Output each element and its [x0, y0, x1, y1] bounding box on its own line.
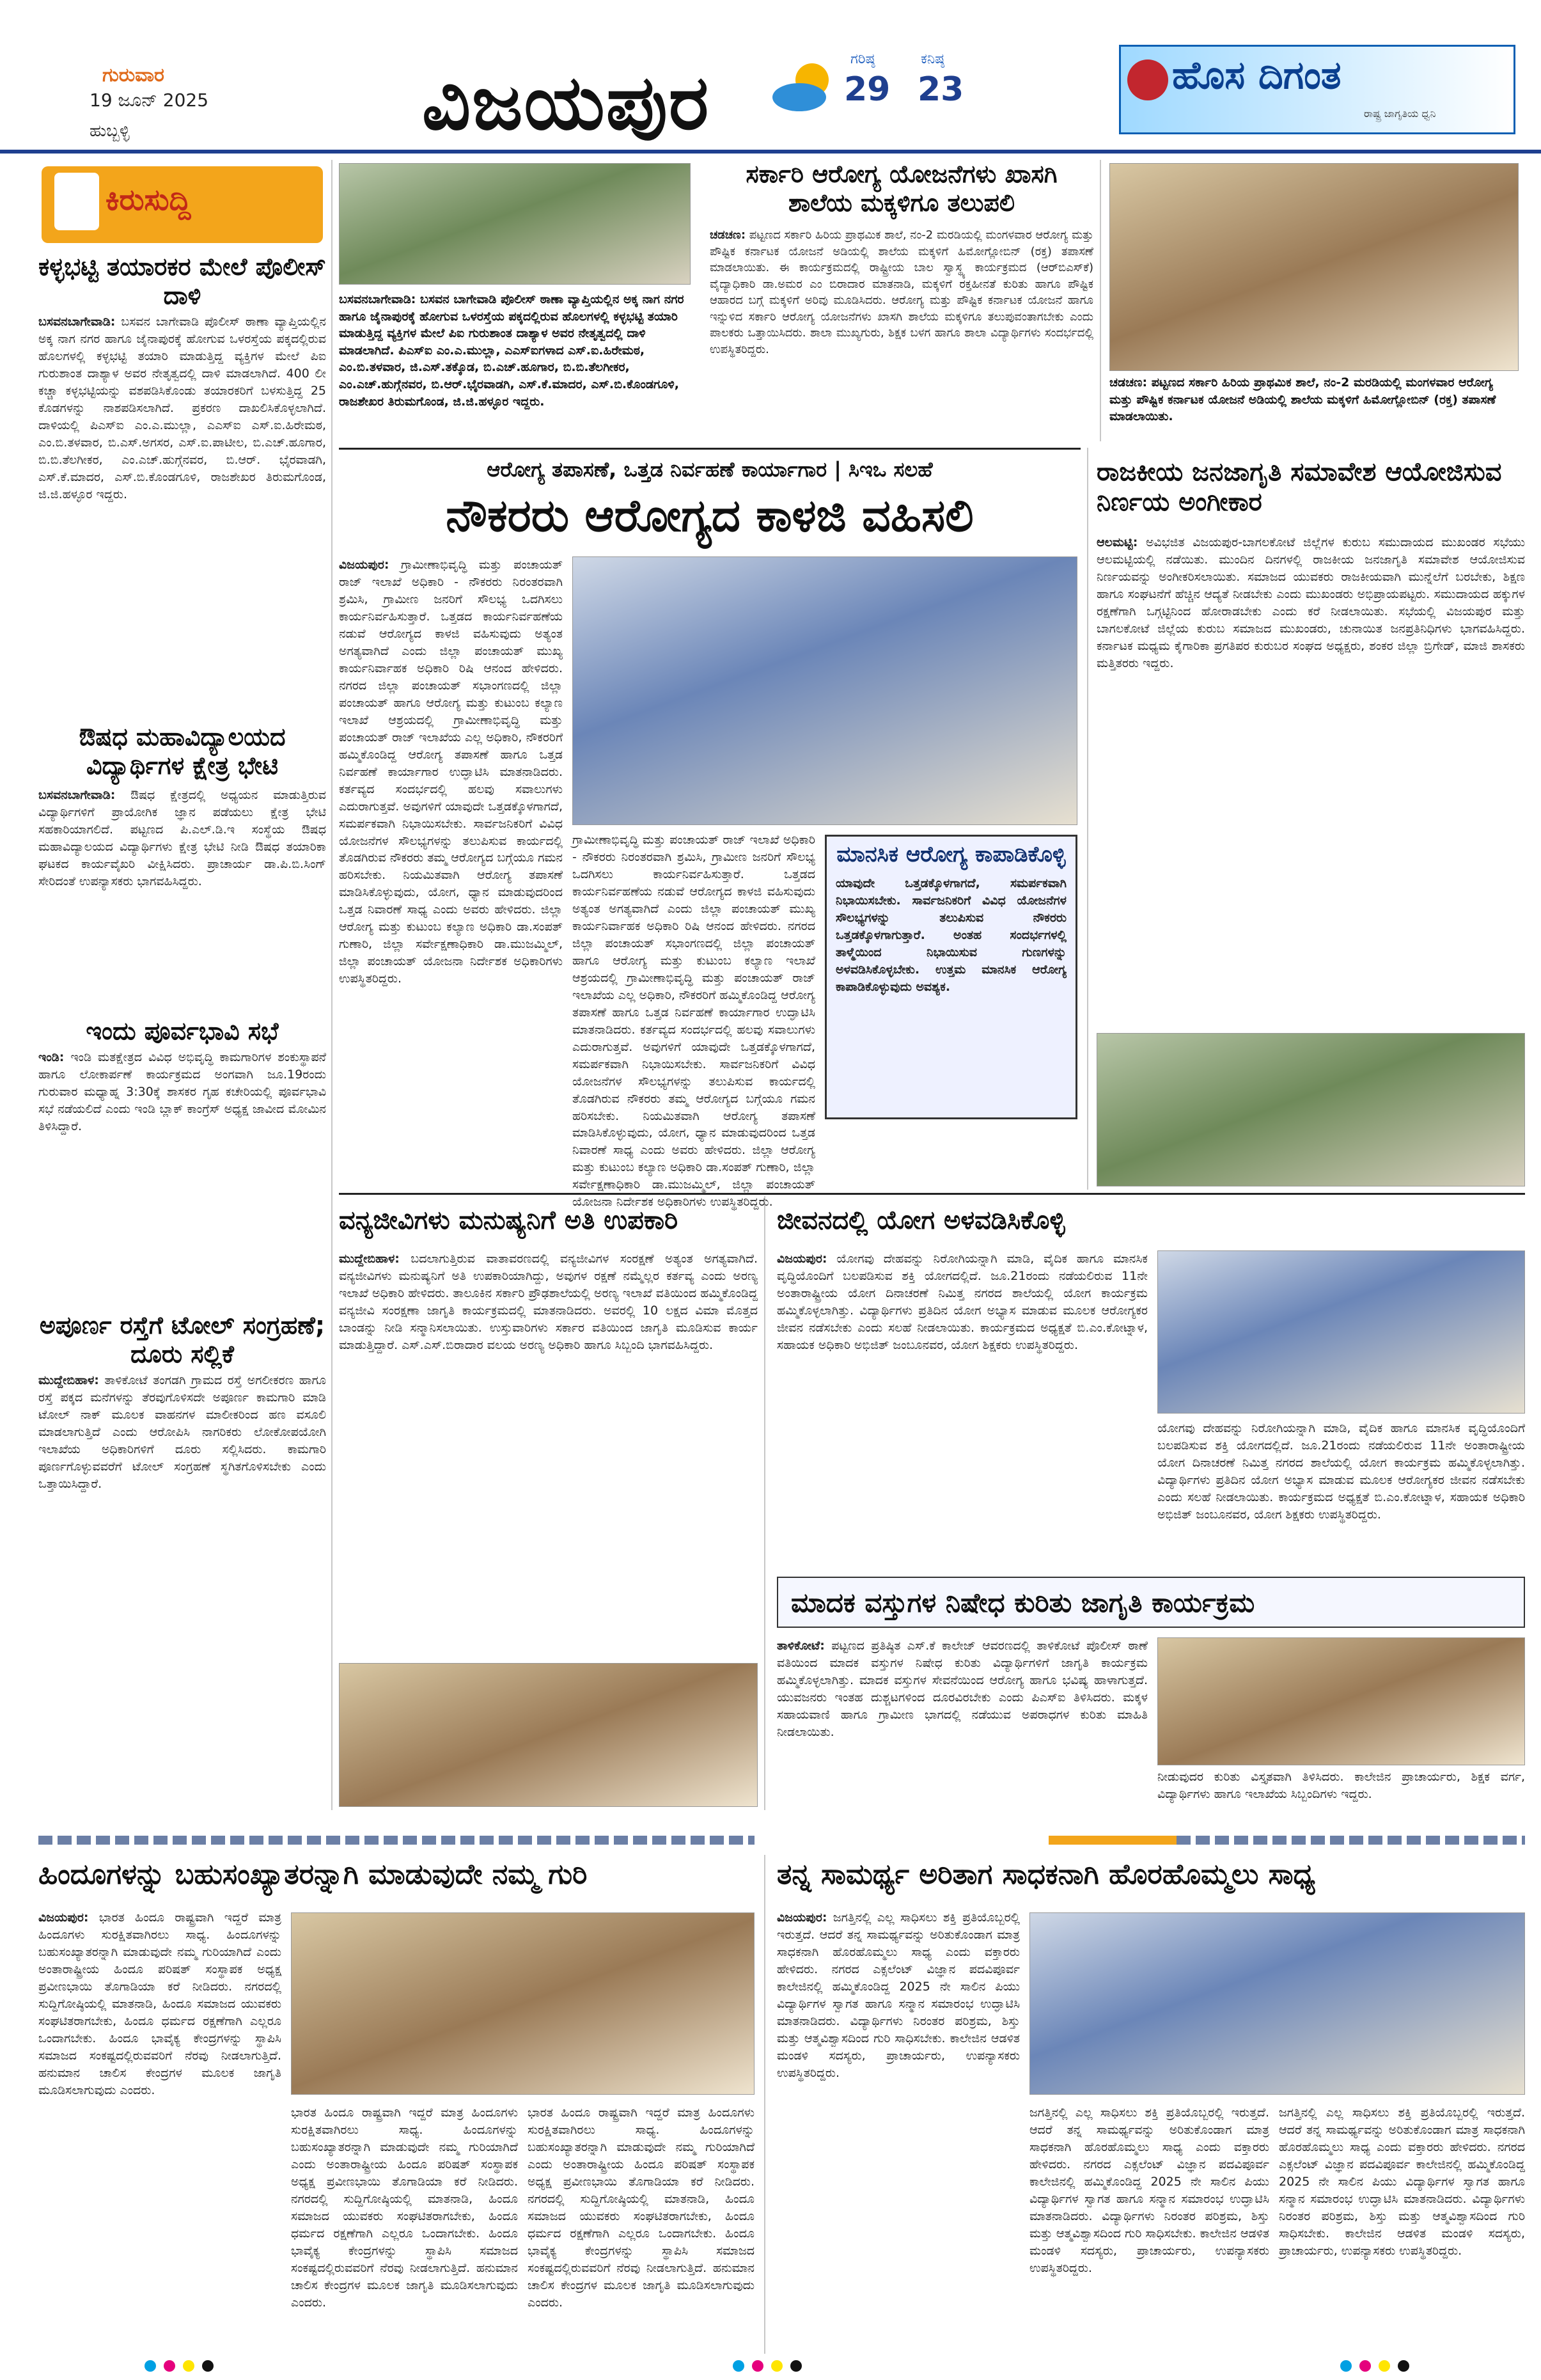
yoga-photo — [1157, 1250, 1525, 1414]
brief-headline: ಔಷಧ ಮಹಾವಿದ್ಯಾಲಯದ ವಿದ್ಯಾರ್ಥಿಗಳ ಕ್ಷೇತ್ರ ಭೇಟಿ — [79, 723, 286, 780]
dateline: ಚಡಚಣ: — [710, 228, 746, 242]
brief-body — [38, 313, 326, 716]
dateline: ತಾಳಿಕೋಟೆ: — [777, 1639, 825, 1653]
political-body — [1097, 534, 1525, 1027]
column-divider — [331, 160, 332, 1810]
school-health-caption: ಚಡಚಣ: ಪಟ್ಟಣದ ಸರ್ಕಾರಿ ಹಿರಿಯ ಪ್ರಾಥಮಿಕ ಶಾಲೆ, ನಂ-2 ಮರಡಿಯಲ್ಲಿ ಮಂಗಳವಾರ ಆರೋಗ್ಯ ಮತ್ತು ಪೌಷ್ಟಿಕ ಕರ್ನಾಟಕ ಯೋಜನೆ ಅಡಿಯಲ್ಲಿ ಶಾಲೆಯ ಮಕ್ಕಳಿಗೆ ಹಿಮೋಗ್ಲೋಬಿನ್ (ರಕ್ತ) ತಪಾಸಣೆ ಮಾಡಲಾಯಿತು. — [1109, 375, 1496, 424]
mental-health-box — [825, 835, 1077, 1119]
school-health-body — [710, 227, 1093, 441]
school-health-headline: ಸರ್ಕಾರಿ ಆರೋಗ್ಯ ಯೋಜನೆಗಳು ಖಾಸಗಿ ಶಾಲೆಯ ಮಕ್ಕಳಿಗೂ ತಲುಪಲಿ — [746, 160, 1058, 217]
dateline: ಮುದ್ದೇಬಿಹಾಳ: — [38, 1373, 99, 1387]
ability-text-continued: ಜಗತ್ತಿನಲ್ಲಿ ಎಲ್ಲ ಸಾಧಿಸಲು ಶಕ್ತಿ ಪ್ರತಿಯೊಬ್ಬರಲ್ಲಿ ಇರುತ್ತದೆ. ಆದರೆ ತನ್ನ ಸಾಮರ್ಥ್ಯವನ್ನು ಅರಿತುಕೊಂಡಾಗ ಮಾತ್ರ ಸಾಧಕನಾಗಿ ಹೊರಹೊಮ್ಮಲು ಸಾಧ್ಯ ಎಂದು ವಕ್ತಾರರು ಹೇಳಿದರು. ನಗರದ ಎಕ್ಸಲೆಂಟ್ ವಿಜ್ಞಾನ ಪದವಿಪೂರ್ವ ಕಾಲೇಜಿನಲ್ಲಿ ಹಮ್ಮಿಕೊಂಡಿದ್ದ 2025 ನೇ ಸಾಲಿನ ಪಿಯು ವಿದ್ಯಾರ್ಥಿಗಳ ಸ್ವಾಗತ ಹಾಗೂ ಸನ್ಮಾನ ಸಮಾರಂಭ ಉದ್ಘಾಟಿಸಿ ಮಾತನಾಡಿದರು. ವಿದ್ಯಾರ್ಥಿಗಳು ನಿರಂತರ ಪರಿಶ್ರಮ, ಶಿಸ್ತು ಮತ್ತು ಆತ್ಮವಿಶ್ವಾಸದಿಂದ ಗುರಿ ಸಾಧಿಸಬೇಕು. ಕಾಲೇಜಿನ ಆಡಳಿತ ಮಂಡಳಿ ಸದಸ್ಯರು, ಪ್ರಾಚಾರ್ಯರು, ಉಪನ್ಯಾಸಕರು ಉಪಸ್ಥಿತರಿದ್ದರು. — [1029, 2106, 1269, 2275]
weather-max-label: ಗರಿಷ್ಠ — [850, 51, 875, 67]
ability-headline: ತನ್ನ ಸಾಮರ್ಥ್ಯ ಅರಿತಾಗ ಸಾಧಕನಾಗಿ ಹೊರಹೊಮ್ಮಲು ಸಾಧ್ಯ — [777, 1858, 1316, 1891]
ability-body-col3 — [1279, 2104, 1525, 2351]
hindu-body-col1 — [38, 1909, 281, 2351]
health-body-col2 — [572, 831, 815, 1210]
brief-text: ತಾಳಿಕೋಟೆ ತಂಗಡಗಿ ಗ್ರಾಮದ ರಸ್ತೆ ಅಗಲೀಕರಣ ಹಾಗೂ ರಸ್ತೆ ಪಕ್ಕದ ಮನೆಗಳನ್ನು ತೆರವುಗೊಳಿಸದೇ ಅಪೂರ್ಣ ಕಾಮಗಾರಿ ಮಾಡಿ ಟೋಲ್ ನಾಕ್ ಮೂಲಕ ವಾಹನಗಳ ಮಾಲೀಕರಿಂದ ಹಣ ವಸೂಲಿ ಮಾಡಲಾಗುತ್ತಿದೆ ಎಂದು ಆರೋಪಿಸಿ ನಾಗರಿಕರು ಲೋಕೋಪಯೋಗಿ ಇಲಾಖೆಯ ಅಧಿಕಾರಿಗಳಿಗೆ ದೂರು ಸಲ್ಲಿಸಿದರು. ಕಾಮಗಾರಿ ಪೂರ್ಣಗೊಳ್ಳುವವರೆಗೆ ಟೋಲ್ ಸಂಗ್ರಹಣೆ ಸ್ಥಗಿತಗೊಳಿಸಬೇಕು ಎಂದು ಒತ್ತಾಯಿಸಿದ್ದಾರೆ. — [38, 1373, 326, 1491]
health-kicker: ಆರೋಗ್ಯ ತಪಾಸಣೆ, ಒತ್ತಡ ನಿರ್ವಹಣೆ ಕಾರ್ಯಾಗಾರ | ಸಿಇಒ ಸಲಹೆ — [487, 457, 933, 482]
political-meeting-photo — [1097, 1033, 1525, 1186]
brief-body — [38, 787, 326, 1011]
newspaper-logo — [1119, 45, 1515, 134]
ability-event-photo — [1029, 1912, 1525, 2095]
registration-marks — [729, 2360, 806, 2374]
brief-headline: ಅಪೂರ್ಣ ರಸ್ತೆಗೆ ಟೋಲ್ ಸಂಗ್ರಹಣೆ; ದೂರು ಸಲ್ಲಿಕೆ — [39, 1311, 325, 1368]
health-body-col1 — [339, 556, 563, 1183]
brief-body — [38, 1049, 326, 1298]
drugs-event-photo — [1157, 1637, 1525, 1765]
masthead-day: ಗುರುವಾರ — [102, 64, 164, 86]
logo-tagline: ರಾಷ್ಟ್ರ ಜಾಗೃತಿಯ ಧ್ವನಿ — [1364, 107, 1436, 120]
wildlife-body — [339, 1250, 758, 1653]
page-title: ವಿಜಯಪುರ — [422, 58, 710, 146]
logo-emblem-icon — [1127, 59, 1168, 100]
yoga-body — [777, 1250, 1148, 1567]
column-divider — [764, 1855, 765, 2354]
dateline: ವಿಜಯಪುರ: — [339, 558, 389, 572]
wildlife-event-photo — [339, 1663, 758, 1807]
drugs-text: ಪಟ್ಟಣದ ಪ್ರತಿಷ್ಠಿತ ಎಸ್.ಕೆ ಕಾಲೇಜ್ ಆವರಣದಲ್ಲಿ ತಾಳಿಕೋಟೆ ಪೊಲೀಸ್ ಠಾಣೆ ವತಿಯಿಂದ ಮಾದಕ ವಸ್ತುಗಳ ನಿಷೇಧ ಕುರಿತು ವಿದ್ಯಾರ್ಥಿಗಳಿಗೆ ಜಾಗೃತಿ ಕಾರ್ಯಕ್ರಮ ಹಮ್ಮಿಕೊಳ್ಳಲಾಗಿತ್ತು. ಮಾದಕ ವಸ್ತುಗಳ ಸೇವನೆಯಿಂದ ಆರೋಗ್ಯ ಹಾಗೂ ಭವಿಷ್ಯ ಹಾಳಾಗುತ್ತದೆ. ಯುವಜನರು ಇಂತಹ ದುಶ್ಚಟಗಳಿಂದ ದೂರವಿರಬೇಕು ಎಂದು ಪಿಎಸ್‌ಐ ತಿಳಿಸಿದರು. ಮಕ್ಕಳ ಸಹಾಯವಾಣಿ ಹಾಗೂ ಗ್ರಾಮೀಣ ಭಾಗದಲ್ಲಿ ನಡೆಯುವ ಅಪರಾಧಗಳ ಕುರಿತು ಮಾಹಿತಿ ನೀಡಲಾಯಿತು. — [777, 1639, 1148, 1739]
kirusuddi-label: ಕಿರುಸುದ್ದಿ — [106, 182, 191, 217]
hindu-text: ಭಾರತ ಹಿಂದೂ ರಾಷ್ಟ್ರವಾಗಿ ಇದ್ದರೆ ಮಾತ್ರ ಹಿಂದೂಗಳು ಸುರಕ್ಷಿತವಾಗಿರಲು ಸಾಧ್ಯ. ಹಿಂದೂಗಳನ್ನು ಬಹುಸಂಖ್ಯಾತರನ್ನಾಗಿ ಮಾಡುವುದೇ ನಮ್ಮ ಗುರಿಯಾಗಿದೆ ಎಂದು ಅಂತಾರಾಷ್ಟ್ರೀಯ ಹಿಂದೂ ಪರಿಷತ್ ಸಂಸ್ಥಾಪಕ ಅಧ್ಯಕ್ಷ ಪ್ರವೀಣಭಾಯಿ ತೊಗಾಡಿಯಾ ಕರೆ ನೀಡಿದರು. ನಗರದಲ್ಲಿ ಸುದ್ದಿಗೋಷ್ಠಿಯಲ್ಲಿ ಮಾತನಾಡಿ, ಹಿಂದೂ ಸಮಾಜದ ಯುವಕರು ಸಂಘಟಿತರಾಗಬೇಕು, ಹಿಂದೂ ಧರ್ಮದ ರಕ್ಷಣೆಗಾಗಿ ಎಲ್ಲರೂ ಒಂದಾಗಬೇಕು. ಹಿಂದೂ ಭಾವೈಕ್ಯ ಕೇಂದ್ರಗಳನ್ನು ಸ್ಥಾಪಿಸಿ ಸಮಾಜದ ಸಂಕಷ್ಟದಲ್ಲಿರುವವರಿಗೆ ನೆರವು ನೀಡಲಾಗುತ್ತಿದೆ. ಹನುಮಾನ ಚಾಲಿಸ ಕೇಂದ್ರಗಳ ಮೂಲಕ ಜಾಗೃತಿ ಮೂಡಿಸಲಾಗುವುದು ಎಂದರು. — [38, 1911, 281, 2097]
mental-health-box-title: ಮಾನಸಿಕ ಆರೋಗ್ಯ ಕಾಪಾಡಿಕೊಳ್ಳಿ — [836, 842, 1066, 867]
masthead-place: ಹುಬ್ಬಳ್ಳಿ — [90, 122, 130, 141]
dateline: ಬಸವನಬಾಗೇವಾಡಿ: — [38, 788, 116, 802]
hand-icon — [54, 173, 99, 230]
brief-text: ಇಂಡಿ ಮತಕ್ಷೇತ್ರದ ವಿವಿಧ ಅಭಿವೃದ್ಧಿ ಕಾಮಗಾರಿಗಳ ಶಂಕುಸ್ಥಾಪನೆ ಹಾಗೂ ಲೋಕಾರ್ಪಣೆ ಕಾರ್ಯಕ್ರಮದ ಅಂಗವಾಗಿ ಜೂ.19ರಂದು ಗುರುವಾರ ಮಧ್ಯಾಹ್ನ 3:30ಕ್ಕೆ ಶಾಸಕರ ಗೃಹ ಕಚೇರಿಯಲ್ಲಿ ಪೂರ್ವಭಾವಿ ಸಭೆ ನಡೆಯಲಿದೆ ಎಂದು ಇಂಡಿ ಬ್ಲಾಕ್ ಕಾಂಗ್ರೆಸ್ ಅಧ್ಯಕ್ಷ ಜಾವೀದ ಮೋಮಿನ ತಿಳಿಸಿದ್ದಾರೆ. — [38, 1050, 326, 1133]
hindu-press-photo — [291, 1912, 755, 2095]
column-divider — [1100, 160, 1101, 441]
dateline: ವಿಜಯಪುರ: — [38, 1911, 89, 1925]
weather-min-label: ಕನಿಷ್ಠ — [921, 51, 945, 67]
section-separator — [1177, 1836, 1525, 1845]
hindu-body-col2 — [291, 2104, 518, 2351]
yoga-headline: ಜೀವನದಲ್ಲಿ ಯೋಗ ಅಳವಡಿಸಿಕೊಳ್ಳಿ — [777, 1206, 1065, 1235]
logo-text: ಹೊಸ ದಿಗಂತ — [1172, 53, 1342, 98]
cloud-sun-icon — [767, 58, 838, 115]
health-text: ಗ್ರಾಮೀಣಾಭಿವೃದ್ಧಿ ಮತ್ತು ಪಂಚಾಯತ್ ರಾಜ್ ಇಲಾಖೆ ಅಧಿಕಾರಿ - ನೌಕರರು ನಿರಂತರವಾಗಿ ಶ್ರಮಿಸಿ, ಗ್ರಾಮೀಣ ಜನರಿಗೆ ಸೌಲಭ್ಯ ಒದಗಿಸಲು ಕಾರ್ಯನಿರ್ವಹಿಸುತ್ತಾರೆ. ಒತ್ತಡದ ಕಾರ್ಯನಿರ್ವಹಣೆಯ ನಡುವೆ ಆರೋಗ್ಯದ ಕಾಳಜಿ ವಹಿಸುವುದು ಅತ್ಯಂತ ಅಗತ್ಯವಾಗಿದೆ ಎಂದು ಜಿಲ್ಲಾ ಪಂಚಾಯತ್ ಮುಖ್ಯ ಕಾರ್ಯನಿರ್ವಾಹಕ ಅಧಿಕಾರಿ ರಿಷಿ ಆನಂದ ಹೇಳಿದರು. ನಗರದ ಜಿಲ್ಲಾ ಪಂಚಾಯತ್ ಸಭಾಂಗಣದಲ್ಲಿ ಜಿಲ್ಲಾ ಪಂಚಾಯತ್ ಹಾಗೂ ಆರೋಗ್ಯ ಮತ್ತು ಕುಟುಂಬ ಕಲ್ಯಾಣ ಇಲಾಖೆ ಆಶ್ರಯದಲ್ಲಿ ಗ್ರಾಮೀಣಾಭಿವೃದ್ಧಿ ಮತ್ತು ಪಂಚಾಯತ್ ರಾಜ್ ಇಲಾಖೆಯ ಎಲ್ಲ ಅಧಿಕಾರಿ, ನೌಕರರಿಗೆ ಹಮ್ಮಿಕೊಂಡಿದ್ದ ಆರೋಗ್ಯ ತಪಾಸಣೆ ಹಾಗೂ ಒತ್ತಡ ನಿರ್ವಹಣೆ ಕಾರ್ಯಾಗಾರ ಉದ್ಘಾಟಿಸಿ ಮಾತನಾಡಿದರು. ಕರ್ತವ್ಯದ ಸಂದರ್ಭದಲ್ಲಿ ಹಲವು ಸವಾಲುಗಳು ಎದುರಾಗುತ್ತವೆ. ಅವುಗಳಿಗೆ ಯಾವುದೇ ಒತ್ತಡಕ್ಕೊಳಗಾಗದೆ, ಸಮರ್ಪಕವಾಗಿ ನಿಭಾಯಿಸಬೇಕು. ಸಾರ್ವಜನಿಕರಿಗೆ ವಿವಿಧ ಯೋಜನೆಗಳ ಸೌಲಭ್ಯಗಳನ್ನು ತಲುಪಿಸುವ ಕಾರ್ಯದಲ್ಲಿ ತೊಡಗಿರುವ ನೌಕರರು ತಮ್ಮ ಆರೋಗ್ಯದ ಬಗ್ಗೆಯೂ ಗಮನ ಹರಿಸಬೇಕು. ನಿಯಮಿತವಾಗಿ ಆರೋಗ್ಯ ತಪಾಸಣೆ ಮಾಡಿಸಿಕೊಳ್ಳುವುದು, ಯೋಗ, ಧ್ಯಾನ ಮಾಡುವುದರಿಂದ ಒತ್ತಡ ನಿವಾರಣೆ ಸಾಧ್ಯ ಎಂದು ಅವರು ಹೇಳಿದರು. ಜಿಲ್ಲಾ ಆರೋಗ್ಯ ಮತ್ತು ಕುಟುಂಬ ಕಲ್ಯಾಣ ಅಧಿಕಾರಿ ಡಾ.ಸಂಪತ್ ಗುಣಾರಿ, ಜಿಲ್ಲಾ ಸರ್ವೇಕ್ಷಣಾಧಿಕಾರಿ ಡಾ.ಮುಜಮ್ಮಿಲ್, ಜಿಲ್ಲಾ ಪಂಚಾಯತ್ ಯೋಜನಾ ನಿರ್ದೇಶಕ ಅಧಿಕಾರಿಗಳು ಉಪಸ್ಥಿತರಿದ್ದರು. — [339, 558, 563, 986]
masthead-date: 19 ಜೂನ್ 2025 — [90, 90, 209, 111]
ability-text-continued: ಜಗತ್ತಿನಲ್ಲಿ ಎಲ್ಲ ಸಾಧಿಸಲು ಶಕ್ತಿ ಪ್ರತಿಯೊಬ್ಬರಲ್ಲಿ ಇರುತ್ತದೆ. ಆದರೆ ತನ್ನ ಸಾಮರ್ಥ್ಯವನ್ನು ಅರಿತುಕೊಂಡಾಗ ಮಾತ್ರ ಸಾಧಕನಾಗಿ ಹೊರಹೊಮ್ಮಲು ಸಾಧ್ಯ ಎಂದು ವಕ್ತಾರರು ಹೇಳಿದರು. ನಗರದ ಎಕ್ಸಲೆಂಟ್ ವಿಜ್ಞಾನ ಪದವಿಪೂರ್ವ ಕಾಲೇಜಿನಲ್ಲಿ ಹಮ್ಮಿಕೊಂಡಿದ್ದ 2025 ನೇ ಸಾಲಿನ ಪಿಯು ವಿದ್ಯಾರ್ಥಿಗಳ ಸ್ವಾಗತ ಹಾಗೂ ಸನ್ಮಾನ ಸಮಾರಂಭ ಉದ್ಘಾಟಿಸಿ ಮಾತನಾಡಿದರು. ವಿದ್ಯಾರ್ಥಿಗಳು ನಿರಂತರ ಪರಿಶ್ರಮ, ಶಿಸ್ತು ಮತ್ತು ಆತ್ಮವಿಶ್ವಾಸದಿಂದ ಗುರಿ ಸಾಧಿಸಬೇಕು. ಕಾಲೇಜಿನ ಆಡಳಿತ ಮಂಡಳಿ ಸದಸ್ಯರು, ಪ್ರಾಚಾರ್ಯರು, ಉಪನ್ಯಾಸಕರು ಉಪಸ್ಥಿತರಿದ್ದರು. — [1279, 2106, 1525, 2258]
registration-marks — [1336, 2360, 1413, 2374]
dateline: ವಿಜಯಪುರ: — [777, 1911, 827, 1925]
brief-text: ಬಸವನ ಬಾಗೇವಾಡಿ ಪೊಲೀಸ್ ಠಾಣಾ ವ್ಯಾಪ್ತಿಯಲ್ಲಿನ ಅಕ್ಕ ನಾಗ ನಗರ ಹಾಗೂ ಜೈನಾಪುರಕ್ಕೆ ಹೋಗುವ ಒಳರಸ್ತೆಯ ಪಕ್ಕದಲ್ಲಿರುವ ಹೊಲಗಳಲ್ಲಿ ಕಳ್ಳಭಟ್ಟಿ ತಯಾರಿ ಮಾಡುತ್ತಿದ್ದ ವ್ಯಕ್ತಿಗಳ ಮೇಲೆ ಪಿಐ ಗುರುಶಾಂತ ದಾಶ್ಯಾಳ ಅವರ ನೇತೃತ್ವದಲ್ಲಿ ದಾಳಿ ಮಾಡಲಾಗಿದೆ. 400 ಲೀ ಕಚ್ಚಾ ಕಳ್ಳಭಟ್ಟಿಯನ್ನು ವಶಪಡಿಸಿಕೊಂಡು ತಯಾರಕರಿಗೆ ಬಳಸುತ್ತಿದ್ದ 25 ಕೊಡಗಳನ್ನು ನಾಶಪಡಿಸಲಾಗಿದೆ. ಪ್ರಕರಣ ದಾಖಲಿಸಿಕೊಳ್ಳಲಾಗಿದೆ. ದಾಳಿಯಲ್ಲಿ ಪಿಎಸ್‌ಐ ಎಂ.ಎ.ಮುಲ್ಲಾ, ಎಎಸ್‌ಐ ಎಸ್.ಐ.ಹಿರೇಮಠ, ಎಂ.ಬಿ.ತಳವಾರ, ಬಿ.ಎಸ್.ಅಗಸರ, ಎಸ್.ಐ.ಪಾಟೀಲ, ಬಿ.ಎಚ್.ಹೂಗಾರ, ಬಿ.ಬಿ.ತೆಲಗೀಕರ, ಎಂ.ಎಚ್.ಹುಗ್ಗೆನವರ, ಬಿ.ಆರ್. ಭೈರವಾಡಗಿ, ಎಸ್.ಕೆ.ಮಾದರ, ಎಸ್.ಬಿ.ಕೊಂಡಗೂಳಿ, ರಾಜಶೇಖರ ತಿರುಮಗೊಂಡ, ಜಿ.ಜಿ.ಹಳ್ಳೂರ ಇದ್ದರು. — [38, 315, 326, 501]
dateline: ವಿಜಯಪುರ: — [777, 1252, 827, 1266]
column-divider — [764, 1196, 765, 1810]
health-headline: ನೌಕರರು ಆರೋಗ್ಯದ ಕಾಳಜಿ ವಹಿಸಲಿ — [446, 489, 974, 542]
drugs-headline: ಮಾದಕ ವಸ್ತುಗಳ ನಿಷೇಧ ಕುರಿತು ಜಾಗೃತಿ ಕಾರ್ಯಕ್ರಮ — [791, 1587, 1255, 1618]
dateline: ಆಲಮಟ್ಟಿ: — [1097, 535, 1138, 549]
yoga-text: ಯೋಗವು ದೇಹವನ್ನು ನಿರೋಗಿಯನ್ನಾಗಿ ಮಾಡಿ, ವೈದಿಕ ಹಾಗೂ ಮಾನಸಿಕ ವೃದ್ಧಿಯೊಂದಿಗೆ ಬಲಪಡಿಸುವ ಶಕ್ತಿ ಯೋಗದಲ್ಲಿದೆ. ಜೂ.21ರಂದು ನಡೆಯಲಿರುವ 11ನೇ ಅಂತಾರಾಷ್ಟ್ರೀಯ ಯೋಗ ದಿನಾಚರಣೆ ನಿಮಿತ್ತ ನಗರದ ಶಾಲೆಯಲ್ಲಿ ಯೋಗ ಕಾರ್ಯಕ್ರಮ ಹಮ್ಮಿಕೊಳ್ಳಲಾಗಿತ್ತು. ವಿದ್ಯಾರ್ಥಿಗಳು ಪ್ರತಿದಿನ ಯೋಗ ಅಭ್ಯಾಸ ಮಾಡುವ ಮೂಲಕ ಆರೋಗ್ಯಕರ ಜೀವನ ನಡೆಸಬೇಕು ಎಂದು ಸಲಹೆ ನೀಡಲಾಯಿತು. ಕಾರ್ಯಕ್ರಮದ ಅಧ್ಯಕ್ಷತೆ ಬಿ.ಎಂ.ಕೋಟ್ನಾಳ, ಸಹಾಯಕ ಅಧಿಕಾರಿ ಅಭಿಜಿತ್ ಜಂಬೂನವರ, ಯೋಗ ಶಿಕ್ಷಕರು ಉಪಸ್ಥಿತರಿದ್ದರು. — [777, 1252, 1148, 1352]
yoga-text-continued: ಯೋಗವು ದೇಹವನ್ನು ನಿರೋಗಿಯನ್ನಾಗಿ ಮಾಡಿ, ವೈದಿಕ ಹಾಗೂ ಮಾನಸಿಕ ವೃದ್ಧಿಯೊಂದಿಗೆ ಬಲಪಡಿಸುವ ಶಕ್ತಿ ಯೋಗದಲ್ಲಿದೆ. ಜೂ.21ರಂದು ನಡೆಯಲಿರುವ 11ನೇ ಅಂತಾರಾಷ್ಟ್ರೀಯ ಯೋಗ ದಿನಾಚರಣೆ ನಿಮಿತ್ತ ನಗರದ ಶಾಲೆಯಲ್ಲಿ ಯೋಗ ಕಾರ್ಯಕ್ರಮ ಹಮ್ಮಿಕೊಳ್ಳಲಾಗಿತ್ತು. ವಿದ್ಯಾರ್ಥಿಗಳು ಪ್ರತಿದಿನ ಯೋಗ ಅಭ್ಯಾಸ ಮಾಡುವ ಮೂಲಕ ಆರೋಗ್ಯಕರ ಜೀವನ ನಡೆಸಬೇಕು ಎಂದು ಸಲಹೆ ನೀಡಲಾಯಿತು. ಕಾರ್ಯಕ್ರಮದ ಅಧ್ಯಕ್ಷತೆ ಬಿ.ಎಂ.ಕೋಟ್ನಾಳ, ಸಹಾಯಕ ಅಧಿಕಾರಿ ಅಭಿಜಿತ್ ಜಂಬೂನವರ, ಯೋಗ ಶಿಕ್ಷಕರು ಉಪಸ್ಥಿತರಿದ್ದರು. — [1157, 1421, 1525, 1522]
drugs-photo-caption: ನೀಡುವುದರ ಕುರಿತು ವಿಸ್ತೃತವಾಗಿ ತಿಳಿಸಿದರು. ಕಾಲೇಜಿನ ಪ್ರಾಚಾರ್ಯರು, ಶಿಕ್ಷಕ ವರ್ಗ, ವಿದ್ಯಾರ್ಥಿಗಳು ಹಾಗೂ ಇಲಾಖೆಯ ಸಿಬ್ಬಂದಿಗಳು ಇದ್ದರು. — [1157, 1770, 1525, 1801]
brief-body — [38, 1372, 326, 1807]
political-text: ಅವಿಭಜಿತ ವಿಜಯಪುರ-ಬಾಗಲಕೋಟೆ ಜಿಲ್ಲೆಗಳ ಕುರುಬ ಸಮುದಾಯದ ಮುಖಂಡರ ಸಭೆಯು ಆಲಮಟ್ಟಿಯಲ್ಲಿ ನಡೆಯಿತು. ಮುಂದಿನ ದಿನಗಳಲ್ಲಿ ರಾಜಕೀಯ ಜನಜಾಗೃತಿ ಸಮಾವೇಶ ಆಯೋಜಿಸುವ ನಿರ್ಣಯವನ್ನು ಅಂಗೀಕರಿಸಲಾಯಿತು. ಸಮಾಜದ ಯುವಕರು ರಾಜಕೀಯವಾಗಿ ಮುನ್ನೆಲೆಗೆ ಬರಬೇಕು, ಶಿಕ್ಷಣ ಹಾಗೂ ಸಂಘಟನೆಗೆ ಹೆಚ್ಚಿನ ಆದ್ಯತೆ ನೀಡಬೇಕು ಎಂದು ಮುಖಂಡರು ಅಭಿಪ್ರಾಯಪಟ್ಟರು. ಸಮುದಾಯದ ಹಕ್ಕುಗಳ ರಕ್ಷಣೆಗಾಗಿ ಒಗ್ಗಟ್ಟಿನಿಂದ ಹೋರಾಡಬೇಕು ಎಂದು ಕರೆ ನೀಡಲಾಯಿತು. ಸಭೆಯಲ್ಲಿ ವಿಜಯಪುರ ಮತ್ತು ಬಾಗಲಕೋಟೆ ಜಿಲ್ಲೆಯ ಕುರುಬ ಸಮಾಜದ ಮುಖಂಡರು, ಚುನಾಯಿತ ಜನಪ್ರತಿನಿಧಿಗಳು ಭಾಗವಹಿಸಿದ್ದರು. ಕರ್ನಾಟಕ ಮಧ್ಯಮ ಕೈಗಾರಿಕಾ ಪ್ರಗತಿಪರ ಕುರುಬರ ಸಂಘದ ಅಧ್ಯಕ್ಷರು, ಶಂಕರ ಜಿಲ್ಲಾ ಬ್ರಿಗೇಡ್, ಮಾಜಿ ಶಾಸಕರು ಮತ್ತಿತರರು ಇದ್ದರು. — [1097, 535, 1525, 670]
brief-headline: ಇಂದು ಪೂರ್ವಭಾವಿ ಸಭೆ — [86, 1017, 279, 1045]
section-separator — [38, 1836, 755, 1845]
section-separator — [1049, 1836, 1177, 1845]
weather-min: 23 — [918, 70, 964, 109]
hindu-text-continued: ಭಾರತ ಹಿಂದೂ ರಾಷ್ಟ್ರವಾಗಿ ಇದ್ದರೆ ಮಾತ್ರ ಹಿಂದೂಗಳು ಸುರಕ್ಷಿತವಾಗಿರಲು ಸಾಧ್ಯ. ಹಿಂದೂಗಳನ್ನು ಬಹುಸಂಖ್ಯಾತರನ್ನಾಗಿ ಮಾಡುವುದೇ ನಮ್ಮ ಗುರಿಯಾಗಿದೆ ಎಂದು ಅಂತಾರಾಷ್ಟ್ರೀಯ ಹಿಂದೂ ಪರಿಷತ್ ಸಂಸ್ಥಾಪಕ ಅಧ್ಯಕ್ಷ ಪ್ರವೀಣಭಾಯಿ ತೊಗಾಡಿಯಾ ಕರೆ ನೀಡಿದರು. ನಗರದಲ್ಲಿ ಸುದ್ದಿಗೋಷ್ಠಿಯಲ್ಲಿ ಮಾತನಾಡಿ, ಹಿಂದೂ ಸಮಾಜದ ಯುವಕರು ಸಂಘಟಿತರಾಗಬೇಕು, ಹಿಂದೂ ಧರ್ಮದ ರಕ್ಷಣೆಗಾಗಿ ಎಲ್ಲರೂ ಒಂದಾಗಬೇಕು. ಹಿಂದೂ ಭಾವೈಕ್ಯ ಕೇಂದ್ರಗಳನ್ನು ಸ್ಥಾಪಿಸಿ ಸಮಾಜದ ಸಂಕಷ್ಟದಲ್ಲಿರುವವರಿಗೆ ನೆರವು ನೀಡಲಾಗುತ್ತಿದೆ. ಹನುಮಾನ ಚಾಲಿಸ ಕೇಂದ್ರಗಳ ಮೂಲಕ ಜಾಗೃತಿ ಮೂಡಿಸಲಾಗುವುದು ಎಂದರು. — [528, 2106, 755, 2310]
drugs-body — [777, 1637, 1148, 1807]
ability-body-col1 — [777, 1909, 1020, 2351]
mental-health-box-text: ಯಾವುದೇ ಒತ್ತಡಕ್ಕೊಳಗಾಗದೆ, ಸಮರ್ಪಕವಾಗಿ ನಿಭಾಯಿಸಬೇಕು. ಸಾರ್ವಜನಿಕರಿಗೆ ವಿವಿಧ ಯೋಜನೆಗಳ ಸೌಲಭ್ಯಗಳನ್ನು ತಲುಪಿಸುವ ನೌಕರರು ಒತ್ತಡಕ್ಕೊಳಗಾಗುತ್ತಾರೆ. ಅಂತಹ ಸಂದರ್ಭಗಳಲ್ಲಿ ತಾಳ್ಮೆಯಿಂದ ನಿಭಾಯಿಸುವ ಗುಣಗಳನ್ನು ಅಳವಡಿಸಿಕೊಳ್ಳಬೇಕು. ಉತ್ತಮ ಮಾನಸಿಕ ಆರೋಗ್ಯ ಕಾಪಾಡಿಕೊಳ್ಳುವುದು ಅವಶ್ಯಕ. — [836, 876, 1067, 994]
weather-max: 29 — [844, 70, 891, 109]
dateline: ಇಂಡಿ: — [38, 1050, 65, 1064]
weather-widget — [767, 51, 985, 128]
yoga-body-continued — [1157, 1420, 1525, 1567]
ability-body-col2 — [1029, 2104, 1269, 2351]
dateline: ಬಸವನಬಾಗೇವಾಡಿ: — [38, 315, 116, 329]
registration-marks — [141, 2360, 217, 2374]
drugs-headline-box — [777, 1577, 1525, 1628]
school-health-text: ಪಟ್ಟಣದ ಸರ್ಕಾರಿ ಹಿರಿಯ ಪ್ರಾಥಮಿಕ ಶಾಲೆ, ನಂ-2 ಮರಡಿಯಲ್ಲಿ ಮಂಗಳವಾರ ಆರೋಗ್ಯ ಮತ್ತು ಪೌಷ್ಟಿಕ ಕರ್ನಾಟಕ ಯೋಜನೆ ಅಡಿಯಲ್ಲಿ ಶಾಲೆಯ ಮಕ್ಕಳಿಗೆ ಹಿಮೋಗ್ಲೋಬಿನ್ (ರಕ್ತ) ತಪಾಸಣೆ ಮಾಡಲಾಯಿತು. ಈ ಕಾರ್ಯಕ್ರಮದಲ್ಲಿ ರಾಷ್ಟ್ರೀಯ ಬಾಲ ಸ್ವಾಸ್ಥ್ಯ ಕಾರ್ಯಕ್ರಮದ (ಆರ್‌ಬಿಎಸ್‌ಕೆ) ವೈದ್ಯಾಧಿಕಾರಿ ಡಾ.ಅಮರ ಎಂ ಬಿರಾದಾರ ಮಾತನಾಡಿ, ಮಕ್ಕಳಿಗೆ ರಕ್ತಹೀನತೆ ಕುರಿತು ಹಾಗೂ ಪೌಷ್ಟಿಕ ಆಹಾರದ ಬಗ್ಗೆ ಮಕ್ಕಳಿಗೆ ಅರಿವು ಮೂಡಿಸಿದರು. ಆರೋಗ್ಯ ಮತ್ತು ಪೌಷ್ಟಿಕ ಕರ್ನಾಟಕ ಯೋಜನೆ ಹಾಗೂ ಇನ್ನುಳಿದ ಸರ್ಕಾರಿ ಆರೋಗ್ಯ ಯೋಜನೆಗಳು ಖಾಸಗಿ ಶಾಲೆಯ ಮಕ್ಕಳಿಗೂ ತಲುಪುವಂತಾಗಬೇಕು ಎಂದು ಪಾಲಕರು ಒತ್ತಾಯಿಸಿದರು. ಶಾಲಾ ಮುಖ್ಯಗುರು, ಶಿಕ್ಷಕ ಬಳಗ ಹಾಗೂ ಶಾಲಾ ವಿದ್ಯಾರ್ಥಿಗಳು ಸಂದರ್ಭದಲ್ಲಿ ಉಪಸ್ಥಿತರಿದ್ದರು. — [710, 228, 1093, 356]
column-divider — [1087, 448, 1088, 1190]
hindu-text-continued: ಭಾರತ ಹಿಂದೂ ರಾಷ್ಟ್ರವಾಗಿ ಇದ್ದರೆ ಮಾತ್ರ ಹಿಂದೂಗಳು ಸುರಕ್ಷಿತವಾಗಿರಲು ಸಾಧ್ಯ. ಹಿಂದೂಗಳನ್ನು ಬಹುಸಂಖ್ಯಾತರನ್ನಾಗಿ ಮಾಡುವುದೇ ನಮ್ಮ ಗುರಿಯಾಗಿದೆ ಎಂದು ಅಂತಾರಾಷ್ಟ್ರೀಯ ಹಿಂದೂ ಪರಿಷತ್ ಸಂಸ್ಥಾಪಕ ಅಧ್ಯಕ್ಷ ಪ್ರವೀಣಭಾಯಿ ತೊಗಾಡಿಯಾ ಕರೆ ನೀಡಿದರು. ನಗರದಲ್ಲಿ ಸುದ್ದಿಗೋಷ್ಠಿಯಲ್ಲಿ ಮಾತನಾಡಿ, ಹಿಂದೂ ಸಮಾಜದ ಯುವಕರು ಸಂಘಟಿತರಾಗಬೇಕು, ಹಿಂದೂ ಧರ್ಮದ ರಕ್ಷಣೆಗಾಗಿ ಎಲ್ಲರೂ ಒಂದಾಗಬೇಕು. ಹಿಂದೂ ಭಾವೈಕ್ಯ ಕೇಂದ್ರಗಳನ್ನು ಸ್ಥಾಪಿಸಿ ಸಮಾಜದ ಸಂಕಷ್ಟದಲ್ಲಿರುವವರಿಗೆ ನೆರವು ನೀಡಲಾಗುತ್ತಿದೆ. ಹನುಮಾನ ಚಾಲಿಸ ಕೇಂದ್ರಗಳ ಮೂಲಕ ಜಾಗೃತಿ ಮೂಡಿಸಲಾಗುವುದು ಎಂದರು. — [291, 2106, 518, 2310]
wildlife-text: ಬದಲಾಗುತ್ತಿರುವ ವಾತಾವರಣದಲ್ಲಿ ವನ್ಯಜೀವಿಗಳ ಸಂರಕ್ಷಣೆ ಅತ್ಯಂತ ಅಗತ್ಯವಾಗಿದೆ. ವನ್ಯಜೀವಿಗಳು ಮನುಷ್ಯನಿಗೆ ಅತಿ ಉಪಕಾರಿಯಾಗಿದ್ದು, ಅವುಗಳ ರಕ್ಷಣೆ ನಮ್ಮೆಲ್ಲರ ಕರ್ತವ್ಯ ಎಂದು ಅರಣ್ಯ ಇಲಾಖೆ ಅಧಿಕಾರಿ ಹೇಳಿದರು. ತಾಲೂಕಿನ ಸರ್ಕಾರಿ ಪ್ರೌಢಶಾಲೆಯಲ್ಲಿ ಅರಣ್ಯ ಇಲಾಖೆ ವತಿಯಿಂದ ಹಮ್ಮಿಕೊಂಡಿದ್ದ ವನ್ಯಜೀವಿ ಸಂರಕ್ಷಣಾ ಜಾಗೃತಿ ಕಾರ್ಯಕ್ರಮದಲ್ಲಿ ಮಾತನಾಡಿದರು. ಅವರಲ್ಲಿ 10 ಲಕ್ಷದ ವಿಮಾ ಮೊತ್ತದ ಬಾಂಡನ್ನು ನೀಡಿ ಸನ್ಮಾನಿಸಲಾಯಿತು. ಉಸ್ತುವಾರಿಗಳು ಸರ್ಕಾರ ವತಿಯಿಂದ ಜಾಗೃತಿ ಮೂಡಿಸುವ ಕಾರ್ಯ ಮಾಡುತ್ತಿದ್ದಾರೆ. ಎಸ್.ಎಸ್.ಬಿರಾದಾರ ವಲಯ ಅರಣ್ಯ ಅಧಿಕಾರಿ ಹಾಗೂ ಸಿಬ್ಬಂದಿ ಭಾಗವಹಿಸಿದ್ದರು. — [339, 1252, 758, 1352]
wildlife-headline: ವನ್ಯಜೀವಿಗಳು ಮನುಷ್ಯನಿಗೆ ಅತಿ ಉಪಕಾರಿ — [339, 1206, 678, 1235]
dateline: ಮುದ್ದೇಬಿಹಾಳ: — [339, 1252, 400, 1266]
hindu-body-col3 — [528, 2104, 755, 2351]
section-rule — [339, 448, 1081, 450]
health-workshop-photo — [572, 556, 1077, 825]
brief-text: ಔಷಧ ಕ್ಷೇತ್ರದಲ್ಲಿ ಅಧ್ಯಯನ ಮಾಡುತ್ತಿರುವ ವಿದ್ಯಾರ್ಥಿಗಳಿಗೆ ಪ್ರಾಯೋಗಿಕ ಜ್ಞಾನ ಪಡೆಯಲು ಕ್ಷೇತ್ರ ಭೇಟಿ ಸಹಕಾರಿಯಾಗಲಿದೆ. ಪಟ್ಟಣದ ಪಿ.ಎಲ್.ಡಿ.ಇ ಸಂಸ್ಥೆಯ ಔಷಧ ಮಹಾವಿದ್ಯಾಲಯದ ವಿದ್ಯಾರ್ಥಿಗಳು ಕ್ಷೇತ್ರ ಭೇಟಿ ನೀಡಿ ಔಷಧ ತಯಾರಿಕಾ ಘಟಕದ ಕಾರ್ಯವೈಖರಿ ವೀಕ್ಷಿಸಿದರು. ಪ್ರಾಚಾರ್ಯ ಡಾ.ಪಿ.ಬಿ.ಸಿಂಗ್ ಸೇರಿದಂತೆ ಉಪನ್ಯಾಸಕರು ಭಾಗವಹಿಸಿದ್ದರು. — [38, 788, 326, 888]
section-rule — [339, 1193, 1525, 1195]
political-headline: ರಾಜಕೀಯ ಜನಜಾಗೃತಿ ಸಮಾವೇಶ ಆಯೋಜಿಸುವ ನಿರ್ಣಯ ಅಂಗೀಕಾರ — [1097, 457, 1502, 517]
police-raid-photo — [339, 163, 691, 285]
ability-text: ಜಗತ್ತಿನಲ್ಲಿ ಎಲ್ಲ ಸಾಧಿಸಲು ಶಕ್ತಿ ಪ್ರತಿಯೊಬ್ಬರಲ್ಲಿ ಇರುತ್ತದೆ. ಆದರೆ ತನ್ನ ಸಾಮರ್ಥ್ಯವನ್ನು ಅರಿತುಕೊಂಡಾಗ ಮಾತ್ರ ಸಾಧಕನಾಗಿ ಹೊರಹೊಮ್ಮಲು ಸಾಧ್ಯ ಎಂದು ವಕ್ತಾರರು ಹೇಳಿದರು. ನಗರದ ಎಕ್ಸಲೆಂಟ್ ವಿಜ್ಞಾನ ಪದವಿಪೂರ್ವ ಕಾಲೇಜಿನಲ್ಲಿ ಹಮ್ಮಿಕೊಂಡಿದ್ದ 2025 ನೇ ಸಾಲಿನ ಪಿಯು ವಿದ್ಯಾರ್ಥಿಗಳ ಸ್ವಾಗತ ಹಾಗೂ ಸನ್ಮಾನ ಸಮಾರಂಭ ಉದ್ಘಾಟಿಸಿ ಮಾತನಾಡಿದರು. ವಿದ್ಯಾರ್ಥಿಗಳು ನಿರಂತರ ಪರಿಶ್ರಮ, ಶಿಸ್ತು ಮತ್ತು ಆತ್ಮವಿಶ್ವಾಸದಿಂದ ಗುರಿ ಸಾಧಿಸಬೇಕು. ಕಾಲೇಜಿನ ಆಡಳಿತ ಮಂಡಳಿ ಸದಸ್ಯರು, ಪ್ರಾಚಾರ್ಯರು, ಉಪನ್ಯಾಸಕರು ಉಪಸ್ಥಿತರಿದ್ದರು. — [777, 1911, 1020, 2080]
hindu-headline: ಹಿಂದೂಗಳನ್ನು ಬಹುಸಂಖ್ಯಾತರನ್ನಾಗಿ ಮಾಡುವುದೇ ನಮ್ಮ ಗುರಿ — [38, 1858, 588, 1891]
school-health-photo — [1109, 163, 1519, 371]
brief-headline: ಕಳ್ಳಭಟ್ಟಿ ತಯಾರಕರ ಮೇಲೆ ಪೊಲೀಸ್ ದಾಳಿ — [38, 253, 326, 310]
police-raid-caption: ಬಸವನಬಾಗೇವಾಡಿ: ಬಸವನ ಬಾಗೇವಾಡಿ ಪೊಲೀಸ್ ಠಾಣಾ ವ್ಯಾಪ್ತಿಯಲ್ಲಿನ ಅಕ್ಕ ನಾಗ ನಗರ ಹಾಗೂ ಜೈನಾಪುರಕ್ಕೆ ಹೋಗುವ ಒಳರಸ್ತೆಯ ಪಕ್ಕದಲ್ಲಿರುವ ಹೊಲಗಳಲ್ಲಿ ಕಳ್ಳಭಟ್ಟಿ ತಯಾರಿ ಮಾಡುತ್ತಿದ್ದ ವ್ಯಕ್ತಿಗಳ ಮೇಲೆ ಪಿಐ ಗುರುಶಾಂತ ದಾಶ್ಯಾಳ ಅವರ ನೇತೃತ್ವದಲ್ಲಿ ದಾಳಿ ಮಾಡಲಾಗಿದೆ. ಪಿಎಸ್‌ಐ ಎಂ.ಎ.ಮುಲ್ಲಾ, ಎಎಸ್‌ಐಗಳಾದ ಎಸ್.ಐ.ಹಿರೇಮಠ, ಎಂ.ಬಿ.ತಳವಾರ, ಜಿ.ಎಸ್.ತಕ್ಕೊಡ, ಬಿ.ಎಚ್.ಹೂಗಾರ, ಬಿ.ಬಿ.ತೆಲಗೀಕರ, ಎಂ.ಎಚ್.ಹುಗ್ಗೆನವರ, ಬಿ.ಆರ್.ಭೈರವಾಡಗಿ, ಎಸ್.ಕೆ.ಮಾದರ, ಎಸ್.ಬಿ.ಕೊಂಡಗೂಳಿ, ರಾಜಶೇಖರ ತಿರುಮಗೊಂಡ, ಜಿ.ಜಿ.ಹಳ್ಳೂರ ಇದ್ದರು. — [339, 292, 684, 409]
masthead — [0, 0, 1541, 154]
health-text-continued: ಗ್ರಾಮೀಣಾಭಿವೃದ್ಧಿ ಮತ್ತು ಪಂಚಾಯತ್ ರಾಜ್ ಇಲಾಖೆ ಅಧಿಕಾರಿ - ನೌಕರರು ನಿರಂತರವಾಗಿ ಶ್ರಮಿಸಿ, ಗ್ರಾಮೀಣ ಜನರಿಗೆ ಸೌಲಭ್ಯ ಒದಗಿಸಲು ಕಾರ್ಯನಿರ್ವಹಿಸುತ್ತಾರೆ. ಒತ್ತಡದ ಕಾರ್ಯನಿರ್ವಹಣೆಯ ನಡುವೆ ಆರೋಗ್ಯದ ಕಾಳಜಿ ವಹಿಸುವುದು ಅತ್ಯಂತ ಅಗತ್ಯವಾಗಿದೆ ಎಂದು ಜಿಲ್ಲಾ ಪಂಚಾಯತ್ ಮುಖ್ಯ ಕಾರ್ಯನಿರ್ವಾಹಕ ಅಧಿಕಾರಿ ರಿಷಿ ಆನಂದ ಹೇಳಿದರು. ನಗರದ ಜಿಲ್ಲಾ ಪಂಚಾಯತ್ ಸಭಾಂಗಣದಲ್ಲಿ ಜಿಲ್ಲಾ ಪಂಚಾಯತ್ ಹಾಗೂ ಆರೋಗ್ಯ ಮತ್ತು ಕುಟುಂಬ ಕಲ್ಯಾಣ ಇಲಾಖೆ ಆಶ್ರಯದಲ್ಲಿ ಗ್ರಾಮೀಣಾಭಿವೃದ್ಧಿ ಮತ್ತು ಪಂಚಾಯತ್ ರಾಜ್ ಇಲಾಖೆಯ ಎಲ್ಲ ಅಧಿಕಾರಿ, ನೌಕರರಿಗೆ ಹಮ್ಮಿಕೊಂಡಿದ್ದ ಆರೋಗ್ಯ ತಪಾಸಣೆ ಹಾಗೂ ಒತ್ತಡ ನಿರ್ವಹಣೆ ಕಾರ್ಯಾಗಾರ ಉದ್ಘಾಟಿಸಿ ಮಾತನಾಡಿದರು. ಕರ್ತವ್ಯದ ಸಂದರ್ಭದಲ್ಲಿ ಹಲವು ಸವಾಲುಗಳು ಎದುರಾಗುತ್ತವೆ. ಅವುಗಳಿಗೆ ಯಾವುದೇ ಒತ್ತಡಕ್ಕೊಳಗಾಗದೆ, ಸಮರ್ಪಕವಾಗಿ ನಿಭಾಯಿಸಬೇಕು. ಸಾರ್ವಜನಿಕರಿಗೆ ವಿವಿಧ ಯೋಜನೆಗಳ ಸೌಲಭ್ಯಗಳನ್ನು ತಲುಪಿಸುವ ಕಾರ್ಯದಲ್ಲಿ ತೊಡಗಿರುವ ನೌಕರರು ತಮ್ಮ ಆರೋಗ್ಯದ ಬಗ್ಗೆಯೂ ಗಮನ ಹರಿಸಬೇಕು. ನಿಯಮಿತವಾಗಿ ಆರೋಗ್ಯ ತಪಾಸಣೆ ಮಾಡಿಸಿಕೊಳ್ಳುವುದು, ಯೋಗ, ಧ್ಯಾನ ಮಾಡುವುದರಿಂದ ಒತ್ತಡ ನಿವಾರಣೆ ಸಾಧ್ಯ ಎಂದು ಅವರು ಹೇಳಿದರು. ಜಿಲ್ಲಾ ಆರೋಗ್ಯ ಮತ್ತು ಕುಟುಂಬ ಕಲ್ಯಾಣ ಅಧಿಕಾರಿ ಡಾ.ಸಂಪತ್ ಗುಣಾರಿ, ಜಿಲ್ಲಾ ಸರ್ವೇಕ್ಷಣಾಧಿಕಾರಿ ಡಾ.ಮುಜಮ್ಮಿಲ್, ಜಿಲ್ಲಾ ಪಂಚಾಯತ್ ಯೋಜನಾ ನಿರ್ದೇಶಕ ಅಧಿಕಾರಿಗಳು ಉಪಸ್ಥಿತರಿದ್ದರು. — [572, 833, 815, 1210]
